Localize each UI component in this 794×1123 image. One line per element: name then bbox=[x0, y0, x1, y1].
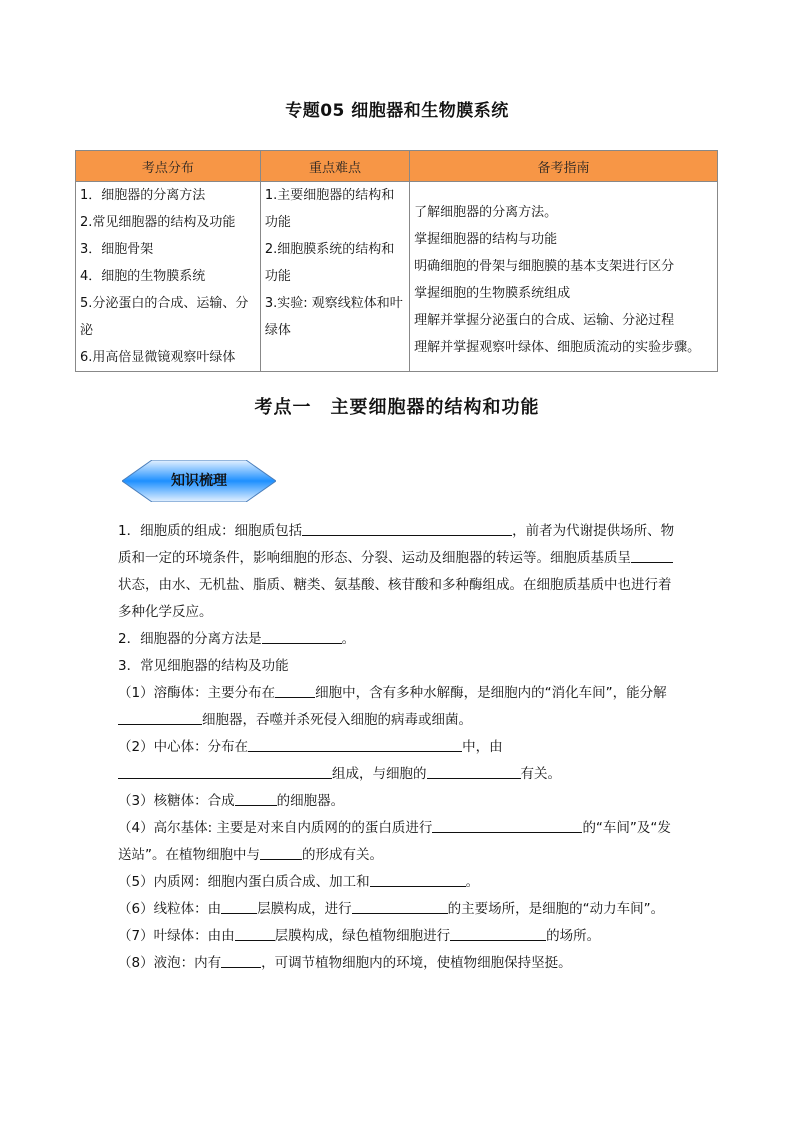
list-item: 4．细胞的生物膜系统 bbox=[80, 269, 206, 284]
knowledge-badge: 知识梳理 bbox=[171, 473, 227, 489]
paragraph: 2．细胞器的分离方法是 。 bbox=[118, 631, 356, 647]
answer-blank[interactable] bbox=[302, 521, 512, 536]
list-item: 3．细胞骨架 bbox=[80, 242, 154, 257]
list-item: 6.用高倍显微镜观察叶绿体 bbox=[80, 350, 236, 365]
table-row bbox=[76, 182, 718, 372]
list-item: 5.分泌蛋白的合成、运输、分泌 bbox=[80, 296, 249, 338]
list-item: 明确细胞的骨架与细胞膜的基本支架进行区分 bbox=[414, 258, 675, 274]
paragraph: 1．细胞质的组成：细胞质包括 ，前者为代谢提供场所、物质和一定的环境条件，影响细胞的形态、分裂、运动及细胞器的转运等。细胞质基质呈状态，由水、无机盐、脂质、糖类、氨基酸、核苷酸和多种酶组成。在细胞质基质中也进行着多种化学反应。 bbox=[118, 523, 675, 620]
table-header-row bbox=[76, 151, 718, 182]
table-cell-keypoints bbox=[260, 182, 409, 372]
list-item: 2.细胞膜系统的结构和功能 bbox=[264, 242, 395, 284]
answer-blank[interactable] bbox=[118, 710, 202, 725]
list-item: 了解细胞器的分离方法。 bbox=[414, 204, 558, 220]
answer-blank[interactable] bbox=[235, 791, 277, 806]
list-item: 理解并掌握观察叶绿体、细胞质流动的实验步骤。 bbox=[414, 339, 701, 355]
answer-blank[interactable] bbox=[427, 764, 521, 779]
overview-table bbox=[75, 150, 718, 372]
list-item: 2.常见细胞器的结构及功能 bbox=[80, 215, 236, 230]
table-cell-guide bbox=[410, 182, 718, 372]
answer-blank[interactable] bbox=[235, 926, 275, 941]
answer-blank[interactable] bbox=[352, 899, 448, 914]
table-header: 考点分布 bbox=[76, 151, 261, 182]
answer-blank[interactable] bbox=[118, 764, 332, 779]
list-item: 3.实验: 观察线粒体和叶绿体 bbox=[264, 296, 403, 338]
answer-blank[interactable] bbox=[221, 953, 261, 968]
answer-blank[interactable] bbox=[275, 683, 315, 698]
page-title: 专题05 细胞器和生物膜系统 bbox=[285, 101, 509, 121]
paragraph: （5）内质网：细胞内蛋白质合成、加工和 。 bbox=[118, 874, 480, 890]
answer-blank[interactable] bbox=[432, 818, 582, 833]
paragraph: （2）中心体：分布在 中，由 组成，与细胞的 有关。 bbox=[118, 739, 561, 782]
answer-blank[interactable] bbox=[450, 926, 546, 941]
paragraph: （4）高尔基体: 主要是对来自内质网的的蛋白质进行 的“车间”及“发送站”。在植物细胞中与 的形成有关。 bbox=[118, 820, 671, 863]
answer-blank[interactable] bbox=[221, 899, 257, 914]
paragraph: 3．常见细胞器的结构及功能 bbox=[118, 658, 289, 674]
list-item: 理解并掌握分泌蛋白的合成、运输、分泌过程 bbox=[414, 312, 675, 328]
table-cell-topics bbox=[76, 182, 261, 372]
answer-blank[interactable] bbox=[248, 737, 462, 752]
paragraph: （6）线粒体：由 层膜构成，进行 的主要场所，是细胞的“动力车间”。 bbox=[118, 901, 665, 917]
list-item: 掌握细胞的生物膜系统组成 bbox=[414, 285, 571, 301]
paragraph: （1）溶酶体：主要分布在 细胞中，含有多种水解酶，是细胞内的“消化车间”，能分解细胞器，吞噬并杀死侵入细胞的病毒或细菌。 bbox=[118, 685, 667, 728]
section-title: 考点一 主要细胞器的结构和功能 bbox=[254, 397, 540, 418]
paragraph: （3）核糖体：合成 的细胞器。 bbox=[118, 793, 345, 809]
list-item: 1．细胞器的分离方法 bbox=[80, 188, 206, 203]
table-header: 重点难点 bbox=[260, 151, 409, 182]
content-body bbox=[118, 518, 678, 977]
paragraph: （8）液泡：内有 ，可调节植物细胞内的环境，使植物细胞保持坚挺。 bbox=[118, 955, 572, 971]
list-item: 掌握细胞器的结构与功能 bbox=[414, 231, 558, 247]
table-header: 备考指南 bbox=[410, 151, 718, 182]
paragraph: （7）叶绿体：由由 层膜构成，绿色植物细胞进行 的场所。 bbox=[118, 928, 601, 944]
answer-blank[interactable] bbox=[370, 872, 466, 887]
answer-blank[interactable] bbox=[260, 845, 302, 860]
answer-blank[interactable] bbox=[262, 629, 342, 644]
answer-blank[interactable] bbox=[631, 548, 673, 563]
list-item: 1.主要细胞器的结构和功能 bbox=[264, 188, 395, 230]
